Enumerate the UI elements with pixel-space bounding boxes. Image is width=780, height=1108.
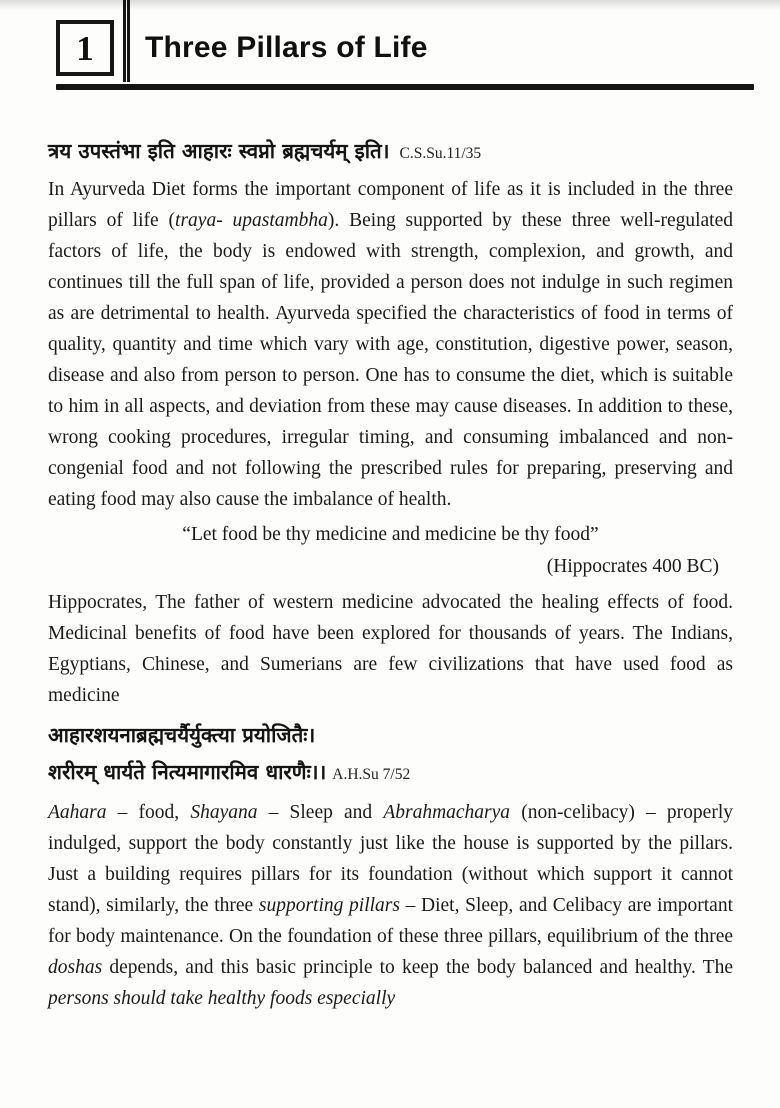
text-segment-italic: traya- upastambha	[175, 210, 328, 231]
text-segment: (non-celibacy) – properly indulged, support the body constantly just like the house is supported by the pillars. Just a building requires pillars for its foundation (without which support it cannot stand), similarly, the three	[48, 802, 733, 916]
text-segment-italic: Aahara	[48, 802, 107, 823]
chapter-header	[0, 0, 780, 90]
text-segment-italic: Abrahmacharya	[383, 802, 511, 823]
paragraph-2: Hippocrates, The father of western medicine advocated the healing effects of food. Medicinal benefits of food have been explored for thousands of years. The Indians, Egyptians, Chinese, and Sumerians are few civilizations that have used food as medicine	[48, 592, 733, 706]
sutra-1-reference: C.S.Su.11/35	[399, 145, 482, 162]
chapter-title: Three Pillars of Life	[145, 31, 428, 64]
sutra-2-reference: A.H.Su 7/52	[332, 766, 411, 783]
text-segment-italic: doshas	[48, 957, 103, 978]
text-segment-italic: Shayana	[190, 802, 258, 823]
quote-attribution: (Hippocrates 400 BC)	[546, 556, 719, 577]
sutra-2-line-1: आहारशयनाब्रह्मचर्यैर्युक्त्या प्रयोजितैः।	[48, 723, 316, 747]
text-segment: – food,	[106, 802, 191, 823]
text-segment: ). Being supported by these three well-regulated factors of life, the body is endowed with strength, complexion, and growth, and continues till the full span of life, provided a person does not indulge in such regimen as are detrimental to health. Ayurveda specified the characteristics of food in terms of quality, quantity and time which vary with age, constitution, digestive power, season, disease and also from person to person. One has to consume the diet, which is suitable to him in all aspects, and deviation from these may cause diseases. In addition to these, wrong cooking procedures, irregular timing, and consuming imbalanced and non-congenial food and not following the prescribed rules for preparing, preserving and eating food may also cause the imbalance of health.	[48, 210, 734, 510]
double-vertical-rule	[123, 0, 130, 82]
chapter-header-row	[56, 18, 754, 78]
sutra-1-text: त्रय उपस्तंभा इति आहारः स्वप्नो ब्रह्मचर्यम् इति।	[48, 139, 390, 163]
text-segment-italic: supporting pillars	[258, 895, 400, 916]
sutra-2-line-2: शरीरम् धार्यते नित्यमागारमिव धारणैः।।	[48, 760, 327, 784]
hippocrates-quote: “Let food be thy medicine and medicine be thy food”	[182, 524, 599, 545]
text-segment: – Diet, Sleep, and Celibacy are important for body maintenance. On the foundation of these three pillars, equilibrium of the three	[48, 895, 733, 947]
sanskrit-sutra-2	[48, 717, 733, 791]
chapter-number-box	[56, 20, 114, 76]
text-segment: – Sleep and	[257, 802, 384, 823]
paragraph-3	[48, 797, 733, 1014]
text-segment: depends, and this basic principle to keep the body balanced and healthy. The	[102, 957, 733, 978]
page-content	[0, 90, 780, 1014]
paragraph-1	[48, 174, 733, 515]
sanskrit-sutra-1	[48, 134, 733, 168]
text-segment-italic: persons should take healthy foods especially	[48, 988, 396, 1009]
text-segment: In Ayurveda Diet forms the important component of life as it is included in the three pillars of life (	[48, 179, 733, 231]
sutra-2-line-2-row	[48, 754, 733, 791]
chapter-number: 1	[76, 28, 94, 68]
